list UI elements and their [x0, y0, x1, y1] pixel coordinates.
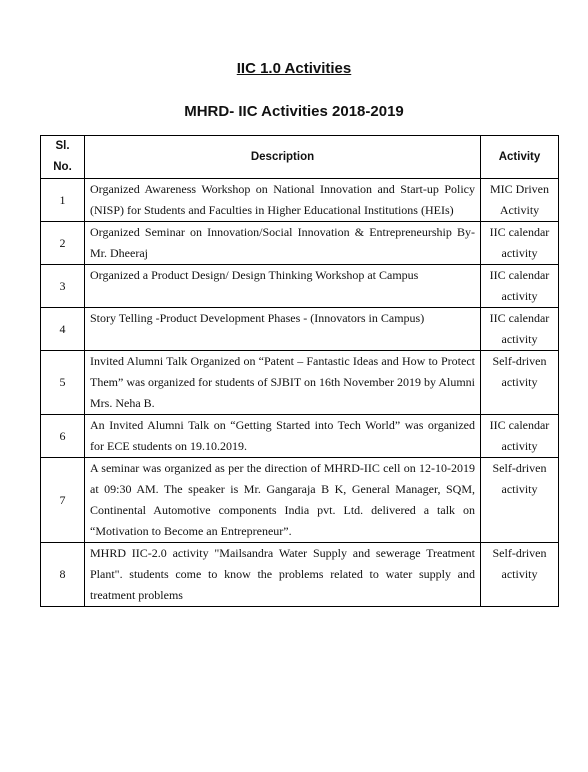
- row-activity: IIC calendar activity: [481, 415, 559, 458]
- header-sl-no: Sl. No.: [41, 136, 85, 179]
- row-sl-no: 7: [41, 458, 85, 543]
- header-activity: Activity: [481, 136, 559, 179]
- row-description: Organized Awareness Workshop on National Innovation and Start-up Policy (NISP) for Students and Faculties in Higher Educational Institutions (HEIs): [85, 179, 481, 222]
- row-description: MHRD IIC-2.0 activity "Mailsandra Water Supply and sewerage Treatment Plant". students come to know the problems related to water supply and treatment problems: [85, 543, 481, 607]
- row-activity: IIC calendar activity: [481, 222, 559, 265]
- row-activity: MIC Driven Activity: [481, 179, 559, 222]
- row-description: A seminar was organized as per the direction of MHRD-IIC cell on 12-10-2019 at 09:30 AM. The speaker is Mr. Gangaraja B K, General Manager, SQM, Continental Automotive components India pvt. Ltd. delivered a talk on “Motivation to Become an Entrepreneur”.: [85, 458, 481, 543]
- row-description: Organized a Product Design/ Design Thinking Workshop at Campus: [85, 265, 481, 308]
- table-row: [41, 308, 559, 351]
- table-row: [41, 265, 559, 308]
- header-description: Description: [85, 136, 481, 179]
- row-description: Story Telling -Product Development Phases - (Innovators in Campus): [85, 308, 481, 351]
- row-description: Organized Seminar on Innovation/Social Innovation & Entrepreneurship By- Mr. Dheeraj: [85, 222, 481, 265]
- table-row: [41, 222, 559, 265]
- page-title: IIC 1.0 Activities: [236, 60, 352, 77]
- row-sl-no: 3: [41, 265, 85, 308]
- table-header-row: [41, 136, 559, 179]
- table-row: [41, 458, 559, 543]
- table-row: [41, 415, 559, 458]
- row-description: An Invited Alumni Talk on “Getting Started into Tech World” was organized for ECE students on 19.10.2019.: [85, 415, 481, 458]
- row-sl-no: 5: [41, 351, 85, 415]
- row-sl-no: 2: [41, 222, 85, 265]
- table-row: [41, 351, 559, 415]
- row-sl-no: 4: [41, 308, 85, 351]
- row-sl-no: 8: [41, 543, 85, 607]
- row-sl-no: 1: [41, 179, 85, 222]
- row-activity: Self-driven activity: [481, 458, 559, 543]
- page-subtitle: MHRD- IIC Activities 2018-2019: [184, 103, 404, 120]
- row-sl-no: 6: [41, 415, 85, 458]
- table-row: [41, 179, 559, 222]
- row-activity: Self-driven activity: [481, 543, 559, 607]
- table-row: [41, 543, 559, 607]
- row-activity: IIC calendar activity: [481, 265, 559, 308]
- row-activity: Self-driven activity: [481, 351, 559, 415]
- row-activity: IIC calendar activity: [481, 308, 559, 351]
- row-description: Invited Alumni Talk Organized on “Patent – Fantastic Ideas and How to Protect Them” was organized for students of SJBIT on 16th November 2019 by Alumni Mrs. Neha B.: [85, 351, 481, 415]
- activities-table: [40, 135, 559, 607]
